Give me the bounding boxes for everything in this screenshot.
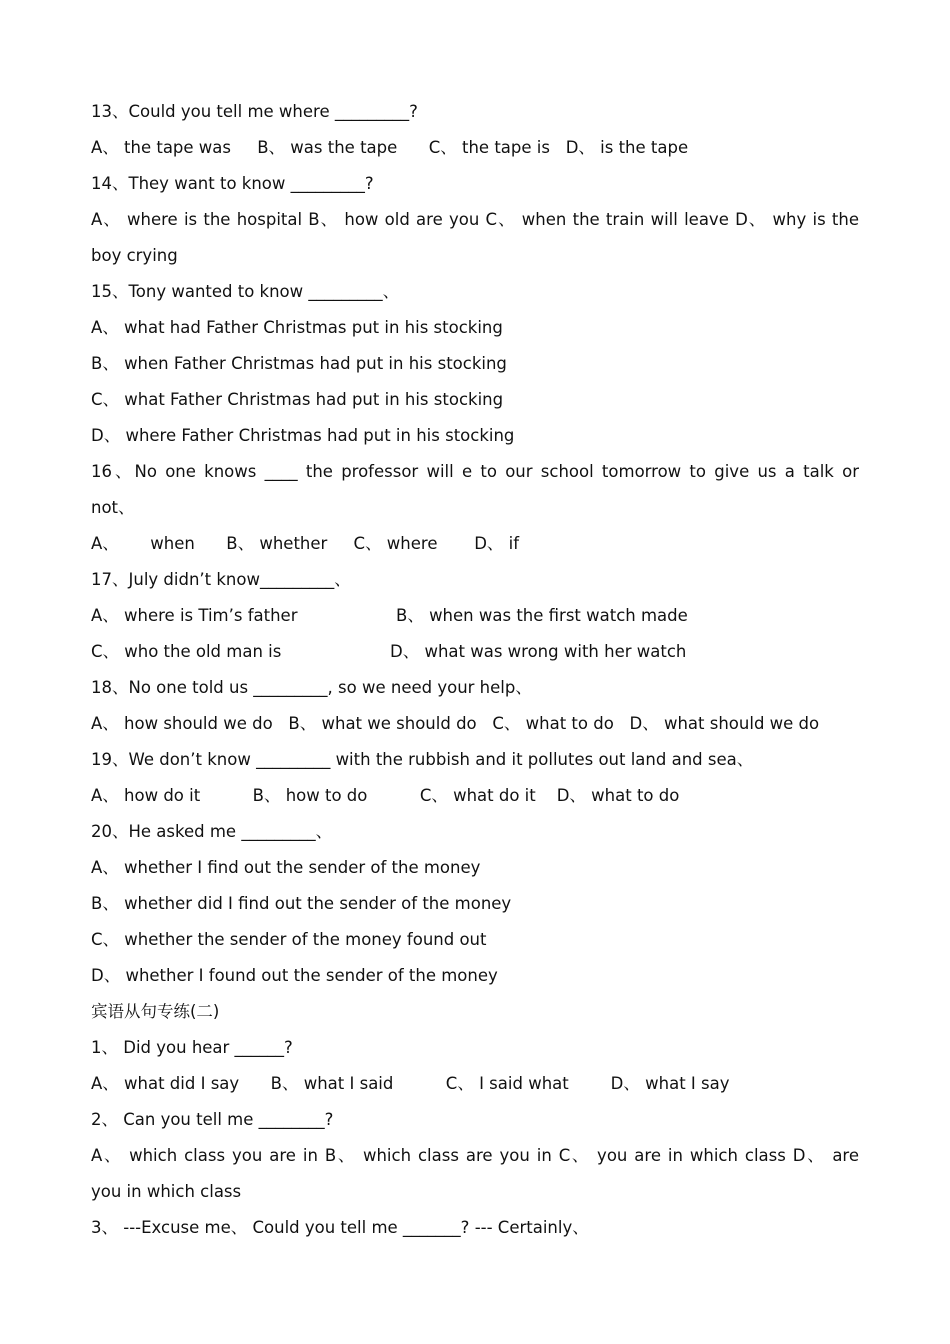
- q20-option-a: A、 whether I find out the sender of the money: [91, 858, 481, 877]
- q20-option-b: B、 whether did I find out the sender of the money: [91, 894, 512, 913]
- question-15: 15、Tony wanted to know _________、: [91, 282, 400, 301]
- q16-options: A、 when B、 whether C、 where D、 if: [91, 534, 520, 553]
- q2-2-options: A、 which class you are in B、 which class are you in C、 you are in which class D、 are: [91, 1146, 859, 1165]
- q17-options-row-2: [91, 634, 859, 670]
- question-16-continued: not、: [91, 498, 135, 517]
- question-2-1: 1、 Did you hear ______?: [91, 1038, 293, 1057]
- q14-options-continued: boy crying: [91, 246, 178, 265]
- q17-option-c: C、 who the old man is: [91, 642, 282, 661]
- question-14: 14、They want to know _________?: [91, 174, 374, 193]
- section-heading: 宾语从句专练(二): [91, 1002, 220, 1021]
- q2-1-options: A、 what did I say B、 what I said C、 I said what D、 what I say: [91, 1074, 730, 1093]
- question-17: 17、July didn’t know_________、: [91, 570, 351, 589]
- question-20: 20、He asked me _________、: [91, 822, 333, 841]
- q17-option-a: A、 where is Tim’s father: [91, 606, 298, 625]
- q15-option-a: A、 what had Father Christmas put in his stocking: [91, 318, 503, 337]
- question-18: 18、No one told us _________, so we need your help、: [91, 678, 532, 697]
- q15-option-b: B、 when Father Christmas had put in his stocking: [91, 354, 507, 373]
- q17-options-row-1: [91, 598, 859, 634]
- q15-option-c: C、 what Father Christmas had put in his stocking: [91, 390, 504, 409]
- q18-options: A、 how should we do B、 what we should do C、 what to do D、 what should we do: [91, 714, 820, 733]
- question-19: 19、We don’t know _________ with the rubbish and it pollutes out land and sea、: [91, 750, 754, 769]
- q14-options: A、 where is the hospital B、 how old are you C、 when the train will leave D、 why is the: [91, 210, 859, 229]
- question-2-3: 3、 ---Excuse me、 Could you tell me _______? --- Certainly、: [91, 1218, 589, 1237]
- q20-option-d: D、 whether I found out the sender of the money: [91, 966, 498, 985]
- worksheet-page: [91, 94, 859, 1246]
- q20-option-c: C、 whether the sender of the money found out: [91, 930, 487, 949]
- q13-options: A、 the tape was B、 was the tape C、 the tape is D、 is the tape: [91, 138, 689, 157]
- q17-option-d: D、 what was wrong with her watch: [390, 642, 687, 661]
- q19-options: A、 how do it B、 how to do C、 what do it D、 what to do: [91, 786, 680, 805]
- q17-option-b: B、 when was the first watch made: [396, 606, 688, 625]
- q2-2-options-continued: you in which class: [91, 1182, 242, 1201]
- question-13: 13、Could you tell me where _________?: [91, 102, 418, 121]
- question-16: 16、No one knows ____ the professor will e to our school tomorrow to give us a talk or: [91, 462, 859, 481]
- question-2-2: 2、 Can you tell me ________?: [91, 1110, 334, 1129]
- q15-option-d: D、 where Father Christmas had put in his stocking: [91, 426, 515, 445]
